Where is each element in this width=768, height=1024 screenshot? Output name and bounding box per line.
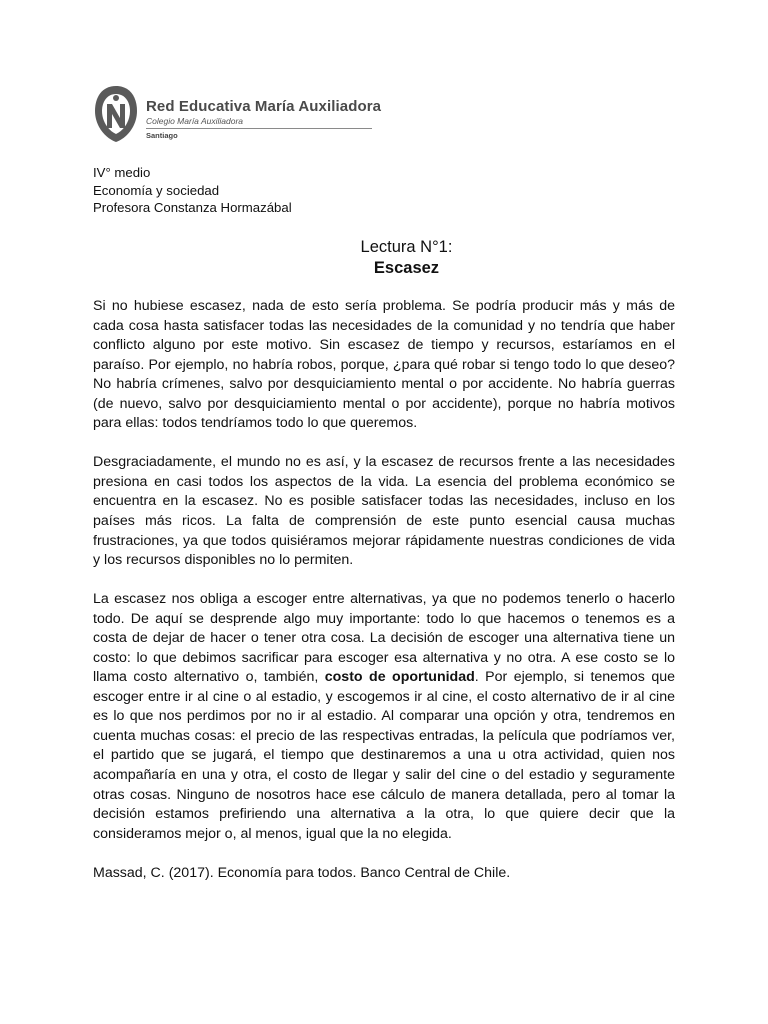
paragraph-3-before: La escasez nos obliga a escoger entre alternativas, ya que no podemos tenerlo o hacerlo todo. De aquí se desprende algo muy importante: todo lo que hacemos o tenemos es a costa de dejar de hacer o tener otra cosa. La decisión de escoger una alternativa tiene un costo: lo que debimos sacrificar para escoger esa alternativa y no otra. A ese costo se lo llama costo alternativo o, también,	[93, 591, 675, 686]
grade-label: IV° medio	[93, 165, 151, 180]
paragraph-3	[93, 590, 675, 844]
paragraph-3-bold-term: costo de oportunidad	[324, 669, 475, 686]
logo-city: Santiago	[146, 131, 178, 140]
logo-title: Red Educativa María Auxiliadora	[146, 98, 382, 115]
paragraph-3-after: . Por ejemplo, si tenemos que escoger entre ir al cine o al estadio, y escogemos ir al cine, el costo alternativo de ir al cine es lo que nos perdimos por no ir al estadio. Al comparar una opción y otra, tendremos en cuenta muchas cosas: el precio de las respectivas entradas, la película que podríamos ver, el partido que se jugará, el tiempo que destinaremos a una u otra actividad, quien nos acompañaría en una y otra, el costo de llegar y salir del cine o del estadio y seguramente otras cosas. Ninguno de nosotros hace ese cálculo de manera detallada, pero al tomar la decisión estamos prefiriendo una alternativa a la otra, lo que quiere decir que la consideramos mejor o, al menos, igual que la no elegida.	[93, 669, 675, 842]
logo-subtitle: Colegio María Auxiliadora	[146, 116, 244, 126]
teacher-label: Profesora Constanza Hormazábal	[93, 200, 292, 215]
paragraph-2: Desgraciadamente, el mundo no es así, y la escasez de recursos frente a las necesidades presiona en casi todos los aspectos de la vida. La esencia del problema económico se encuentra en la escasez. No es posible satisfacer todas las necesidades, incluso en los países más ricos. La falta de comprensión de este punto esencial causa muchas frustraciones, ya que todos quisiéramos mejorar rápidamente nuestras condiciones de vida y los recursos disponibles no lo permiten.	[93, 454, 675, 569]
logo-divider	[146, 128, 372, 129]
title-main: Lectura N°1:	[360, 238, 453, 256]
paragraph-1: Si no hubiese escasez, nada de esto sería problema. Se podría producir más y más de cada cosa hasta satisfacer todas las necesidades de la comunidad y no tendría que haber conflicto alguno por este motivo. Sin escasez de tiempo y recursos, estaríamos en el paraíso. Por ejemplo, no habría robos, porque, ¿para qué robar si tengo todo lo que deseo? No habría crímenes, salvo por desquiciamiento mental o por accidente. No habría guerras (de nuevo, salvo por desquiciamiento mental o por accidente), porque no habría motivos para ellas: todos tendríamos todo lo que queremos.	[93, 298, 675, 432]
reading-title	[93, 237, 720, 279]
reference-citation: Massad, C. (2017). Economía para todos. Banco Central de Chile.	[93, 864, 511, 881]
title-sub: Escasez	[373, 259, 440, 277]
school-logo	[92, 84, 382, 148]
course-info	[93, 164, 292, 217]
subject-label: Economía y sociedad	[93, 182, 220, 198]
reading-body	[93, 297, 675, 903]
red-educativa-logo-icon	[92, 84, 140, 144]
